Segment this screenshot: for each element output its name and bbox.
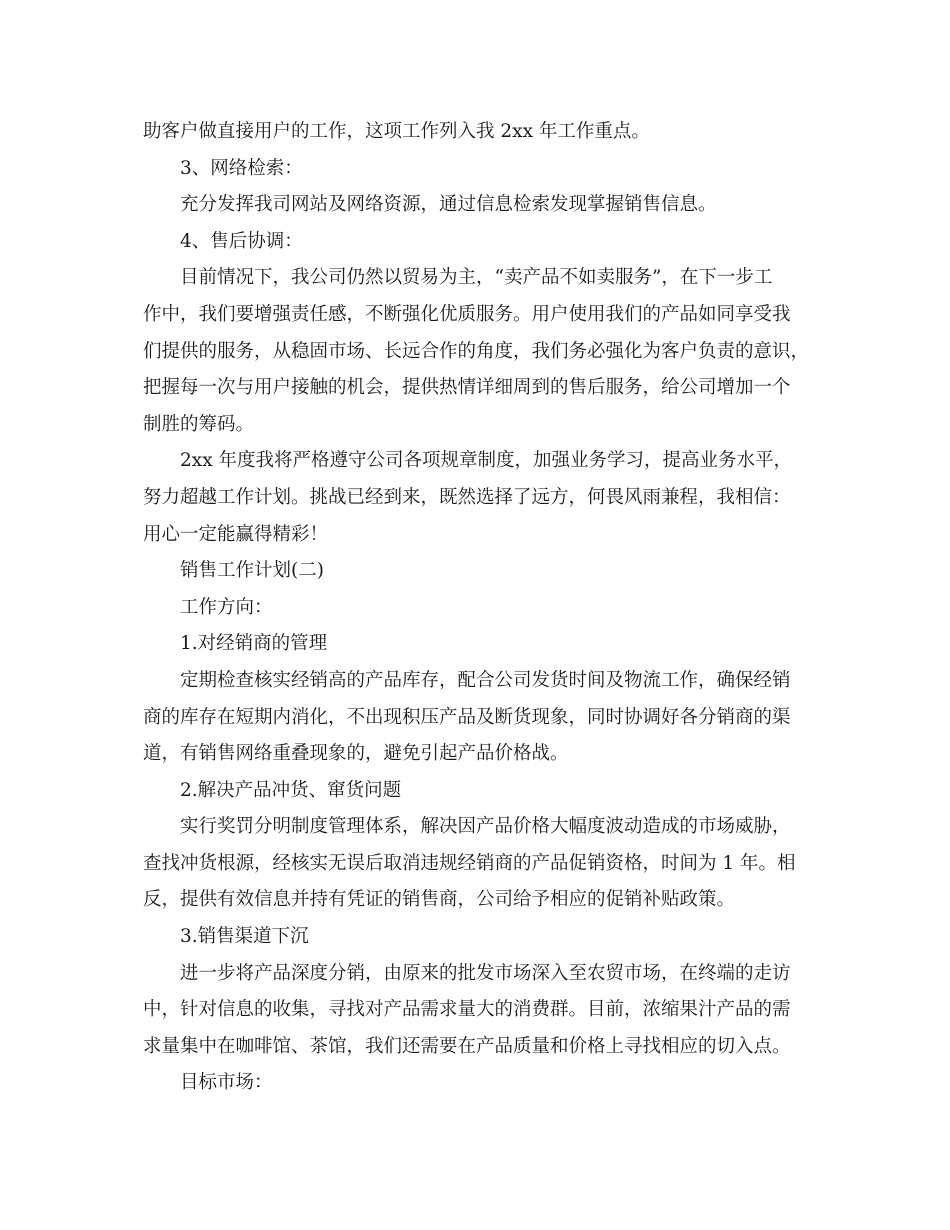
- paragraph-line: 进一步将产品深度分销，由原来的批发市场深入至农贸市场，在终端的走访: [180, 962, 791, 984]
- paragraph-line: 制胜的筹码。: [143, 413, 255, 435]
- paragraph-line: 查找冲货根源，经核实无误后取消违规经销商的产品促销资格，时间为 1 年。相: [143, 852, 796, 874]
- paragraph-line: 1.对经销商的管理: [180, 633, 328, 655]
- paragraph-line: 实行奖罚分明制度管理体系，解决因产品价格大幅度波动造成的市场威胁，: [180, 816, 791, 838]
- paragraph-line: 3、网络检索：: [180, 157, 303, 179]
- document-body: [143, 114, 813, 1102]
- paragraph-line: 把握每一次与用户接触的机会，提供热情详细周到的售后服务，给公司增加一个: [143, 377, 791, 399]
- paragraph-line: 定期检查核实经销高的产品库存，配合公司发货时间及物流工作，确保经销: [180, 669, 791, 691]
- paragraph-line: 充分发挥我司网站及网络资源，通过信息检索发现掌握销售信息。: [180, 194, 717, 216]
- paragraph-line: 中，针对信息的收集，寻找对产品需求量大的消费群。目前，浓缩果汁产品的需: [143, 999, 791, 1021]
- paragraph-line: 作中，我们要增强责任感，不断强化优质服务。用户使用我们的产品如同享受我: [143, 303, 791, 325]
- paragraph-line: 求量集中在咖啡馆、茶馆，我们还需要在产品质量和价格上寻找相应的切入点。: [143, 1035, 791, 1057]
- paragraph-line: 工作方向：: [180, 596, 273, 618]
- paragraph-line: 销售工作计划(二): [180, 560, 324, 582]
- paragraph-line: 2xx 年度我将严格遵守公司各项规章制度，加强业务学习，提高业务水平，: [180, 450, 793, 472]
- paragraph-line: 用心一定能赢得精彩！: [143, 523, 329, 545]
- paragraph-line: 努力超越工作计划。挑战已经到来，既然选择了远方，何畏风雨兼程，我相信：: [143, 486, 791, 508]
- paragraph-line: 商的库存在短期内消化，不出现积压产品及断货现象，同时协调好各分销商的渠: [143, 706, 791, 728]
- paragraph-line: 们提供的服务，从稳固市场、长远合作的角度，我们务必强化为客户负责的意识，: [143, 340, 810, 362]
- paragraph-line: 3.销售渠道下沉: [180, 926, 309, 948]
- paragraph-line: 助客户做直接用户的工作，这项工作列入我 2xx 年工作重点。: [143, 121, 650, 142]
- paragraph-line: 目标市场：: [180, 1072, 273, 1094]
- paragraph-line: 4、售后协调：: [180, 230, 303, 252]
- paragraph-line: 反，提供有效信息并持有凭证的销售商，公司给予相应的促销补贴政策。: [143, 889, 736, 911]
- paragraph-line: 目前情况下，我公司仍然以贸易为主，“卖产品不如卖服务”，在下一步工: [180, 267, 773, 289]
- paragraph-line: 2.解决产品冲货、窜货问题: [180, 779, 402, 801]
- paragraph-line: 道，有销售网络重叠现象的，避免引起产品价格战。: [143, 743, 569, 765]
